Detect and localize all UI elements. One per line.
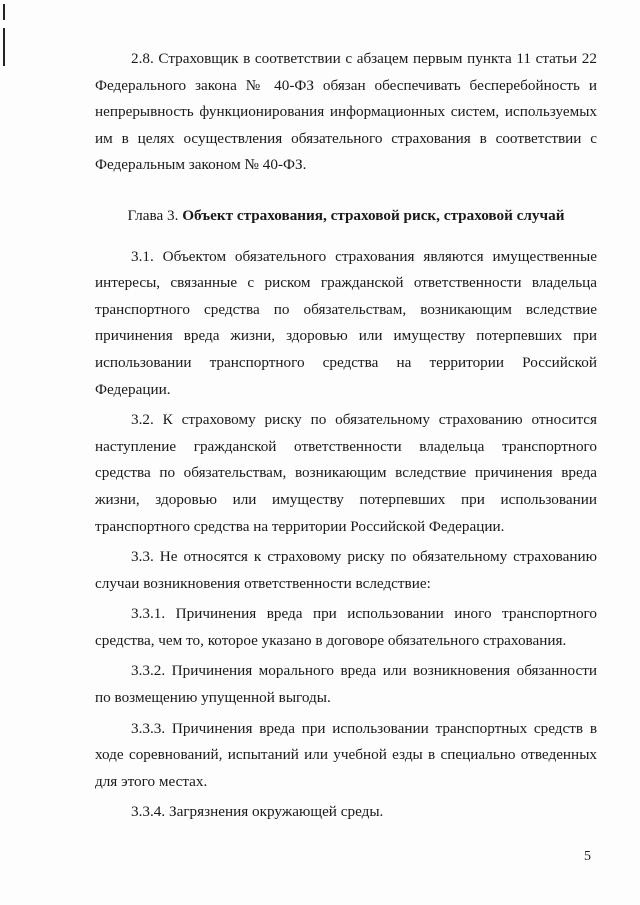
scan-edge-mark <box>3 4 5 20</box>
paragraph-3-1: 3.1. Объектом обязательного страхования являются имущественные интересы, связанные с риском гражданской ответственности владельца транспортного средства по обязательствам, возникающим вследствие причинения вреда жизни, здоровью или имуществу потерпевших при использовании транспортного средства на территории Российской Федерации. <box>95 247 597 398</box>
chapter-heading <box>95 203 597 230</box>
chapter-number: Глава 3. <box>127 206 179 224</box>
paragraph-3-3-4: 3.3.4. Загрязнения окружающей среды. <box>131 803 384 821</box>
chapter-title: Объект страхования, страховой риск, страховой случай <box>182 206 565 224</box>
paragraph-2-8: 2.8. Страховщик в соответствии с абзацем первым пункта 11 статьи 22 Федерального закона № 40-ФЗ обязан обеспечивать бесперебойность и непрерывность функционирования информационных систем, используемых им в целях осуществления обязательного страхования в соответствии с Федеральным законом № 40-ФЗ. <box>95 50 597 174</box>
scan-edge-mark <box>3 28 5 66</box>
paragraph-3-2: 3.2. К страховому риску по обязательному страхованию относится наступление гражданской ответственности владельца транспортного средства по обязательствам, возникающим вследствие причинения вреда жизни, здоровью или имуществу потерпевших при использовании транспортного средства на территории Российской Федерации. <box>95 411 597 535</box>
paragraph-3-3-1: 3.3.1. Причинения вреда при использовании иного транспортного средства, чем то, которое указано в договоре обязательного страхования. <box>95 605 597 649</box>
paragraph-3-3-3: 3.3.3. Причинения вреда при использовании транспортных средств в ходе соревнований, испытаний или учебной езды в специально отведенных для этого местах. <box>95 719 597 790</box>
page-number: 5 <box>584 849 591 864</box>
document-page <box>95 46 597 826</box>
paragraph-3-3: 3.3. Не относятся к страховому риску по обязательному страхованию случаи возникновения ответственности вследствие: <box>95 548 597 592</box>
paragraph-3-3-2: 3.3.2. Причинения морального вреда или возникновения обязанности по возмещению упущенной выгоды. <box>95 662 597 707</box>
